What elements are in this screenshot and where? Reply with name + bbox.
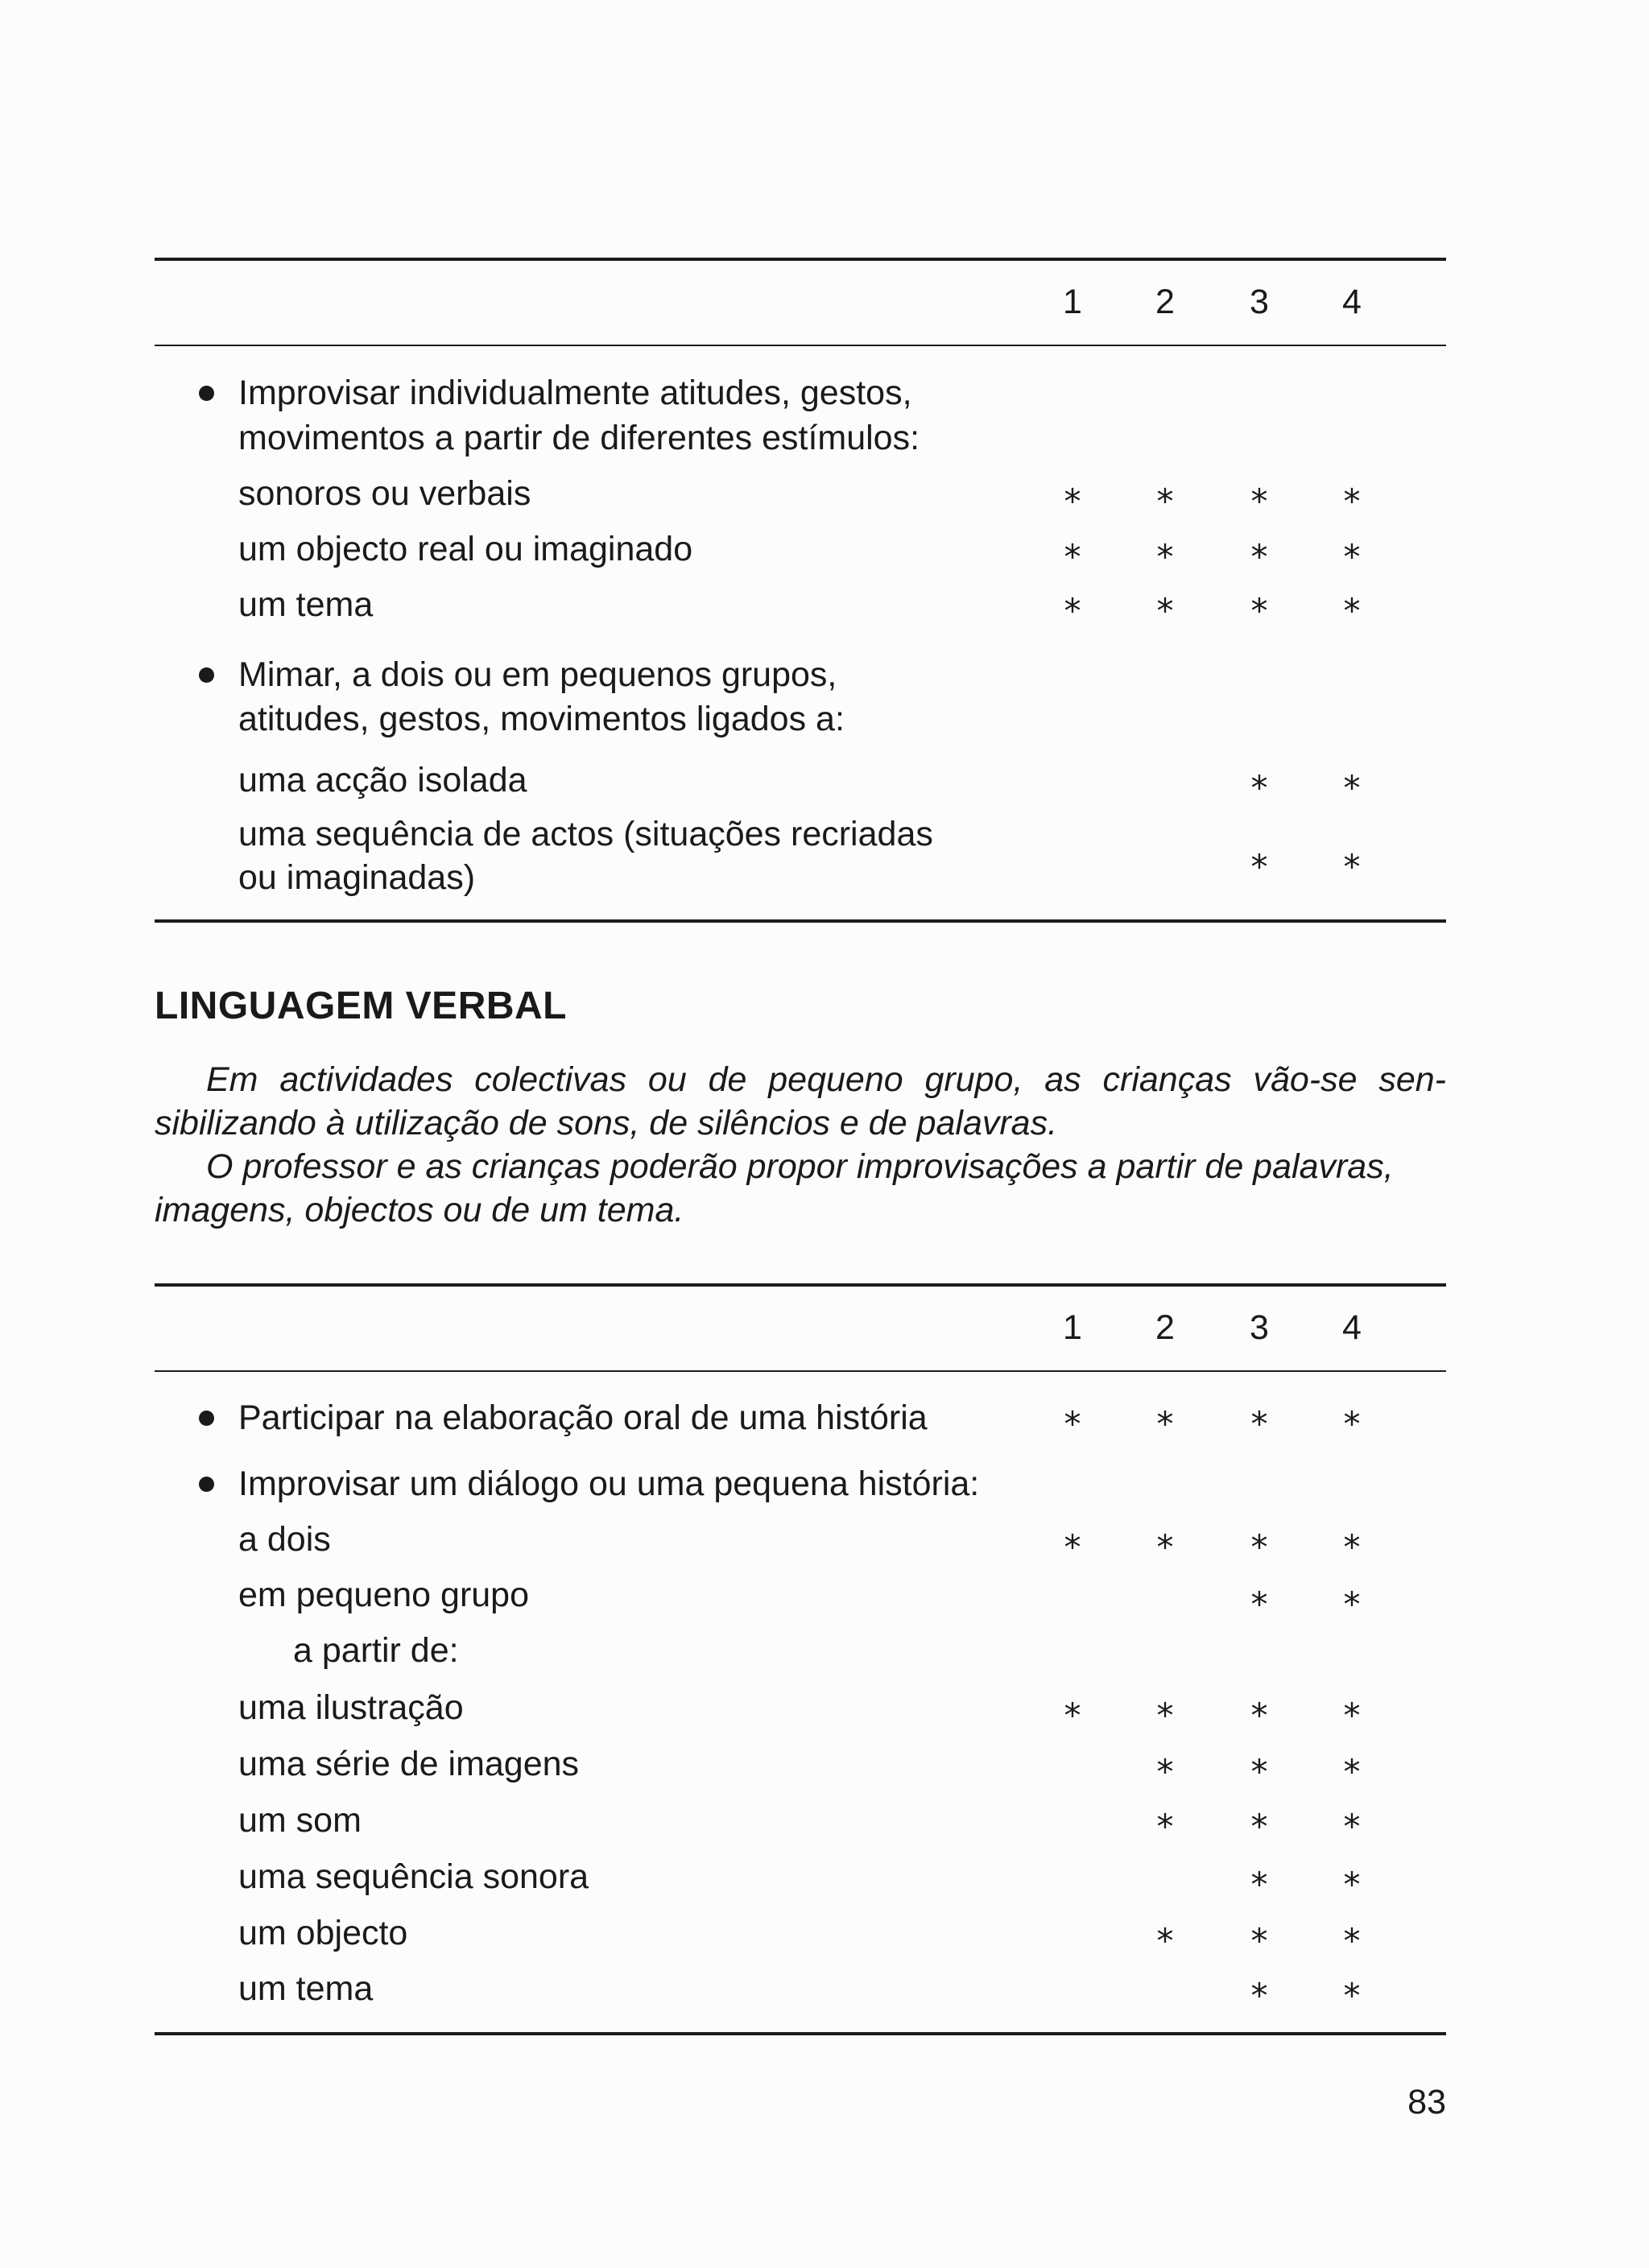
mark-col3: * [1250,1752,1268,1791]
bullet-icon [199,386,214,401]
table-bottom-rule [155,919,1446,923]
mark-col4: * [1343,1921,1361,1960]
table-row-text: em pequeno grupo [238,1576,530,1614]
table-top-rule [155,1283,1446,1287]
page-number: 83 [1407,2083,1446,2121]
column-header-3: 3 [1250,283,1269,321]
mark-col4: * [1343,481,1361,521]
mark-col3: * [1250,1527,1268,1567]
mark-col1: * [1064,537,1081,576]
paragraph-line: sibilizando à utilização de sons, de silêncios e de palavras. [155,1104,1058,1142]
table-row-text: a partir de: [293,1631,459,1670]
table-top-rule [155,258,1446,261]
table-row-text: um tema [238,585,374,624]
mark-col3: * [1250,1921,1268,1960]
column-header-2: 2 [1155,1308,1175,1347]
mark-col4: * [1343,1976,1361,2015]
mark-col2: * [1156,1527,1174,1567]
section-title: LINGUAGEM VERBAL [155,985,567,1027]
mark-col4: * [1343,1696,1361,1735]
mark-col3: * [1250,1976,1268,2015]
table-row-text: atitudes, gestos, movimentos ligados a: [238,700,845,738]
mark-col1: * [1064,591,1081,630]
paragraph-line: imagens, objectos ou de um tema. [155,1191,684,1229]
column-header-3: 3 [1250,1308,1269,1347]
bullet-icon [199,667,214,683]
mark-col1: * [1064,1696,1081,1735]
paragraph-line: O professor e as crianças poderão propor improvisações a partir de palavras, [206,1147,1394,1186]
table-row-text: uma sequência sonora [238,1857,589,1896]
mark-col3: * [1250,1807,1268,1846]
mark-col2: * [1156,1921,1174,1960]
table-row-text: um objecto real ou imaginado [238,530,693,568]
table-row-text: a dois [238,1520,331,1559]
table-row-text: um som [238,1801,362,1840]
mark-col4: * [1343,591,1361,630]
bullet-icon [199,1477,214,1492]
table-row-text: um objecto [238,1914,408,1952]
mark-col3: * [1250,591,1268,630]
column-header-1: 1 [1063,1308,1082,1347]
mark-col2: * [1156,1752,1174,1791]
table-row-text: uma sequência de actos (situações recriadas [238,815,933,853]
table-row-text: Improvisar individualmente atitudes, gestos, [238,374,912,412]
mark-col3: * [1250,481,1268,521]
mark-col1: * [1064,1404,1081,1444]
mark-col4: * [1343,1752,1361,1791]
mark-col4: * [1343,1807,1361,1846]
mark-col2: * [1156,481,1174,521]
mark-col2: * [1156,591,1174,630]
mark-col3: * [1250,768,1268,808]
activity-table-1 [155,258,1446,926]
table-header-rule [155,345,1446,346]
mark-col1: * [1064,481,1081,521]
mark-col4: * [1343,1404,1361,1444]
activity-table-2 [155,1283,1446,2040]
table-row-text: uma ilustração [238,1688,464,1727]
mark-col2: * [1156,537,1174,576]
mark-col4: * [1343,1527,1361,1567]
mark-col3: * [1250,1404,1268,1444]
table-header-rule [155,1370,1446,1372]
mark-col2: * [1156,1696,1174,1735]
mark-col3: * [1250,1865,1268,1904]
table-row-text: um tema [238,1969,374,2008]
mark-col2: * [1156,1404,1174,1444]
intro-paragraph-2 [155,1145,1446,1232]
mark-col4: * [1343,768,1361,808]
column-header-1: 1 [1063,283,1082,321]
table-row-text: uma acção isolada [238,761,527,799]
mark-col4: * [1343,1584,1361,1624]
bullet-icon [199,1411,214,1426]
mark-col1: * [1064,1527,1081,1567]
mark-col4: * [1343,847,1361,886]
table-row-text: ou imaginadas) [238,858,476,897]
table-row-text: Mimar, a dois ou em pequenos grupos, [238,655,837,694]
table-bottom-rule [155,2032,1446,2035]
paragraph-line: Em actividades colectivas ou de pequeno grupo, as crianças vão-se sen- [206,1060,1446,1099]
table-row-text: Improvisar um diálogo ou uma pequena história: [238,1464,980,1503]
mark-col3: * [1250,1584,1268,1624]
column-header-4: 4 [1342,283,1362,321]
mark-col4: * [1343,537,1361,576]
mark-col3: * [1250,847,1268,886]
table-row-text: movimentos a partir de diferentes estímulos: [238,419,920,457]
mark-col3: * [1250,537,1268,576]
mark-col2: * [1156,1807,1174,1846]
table-row-text: uma série de imagens [238,1745,580,1783]
column-header-4: 4 [1342,1308,1362,1347]
mark-col4: * [1343,1865,1361,1904]
table-row-text: sonoros ou verbais [238,474,531,513]
mark-col3: * [1250,1696,1268,1735]
intro-paragraph-1 [155,1058,1446,1145]
table-row-text: Participar na elaboração oral de uma história [238,1398,928,1437]
column-header-2: 2 [1155,283,1175,321]
